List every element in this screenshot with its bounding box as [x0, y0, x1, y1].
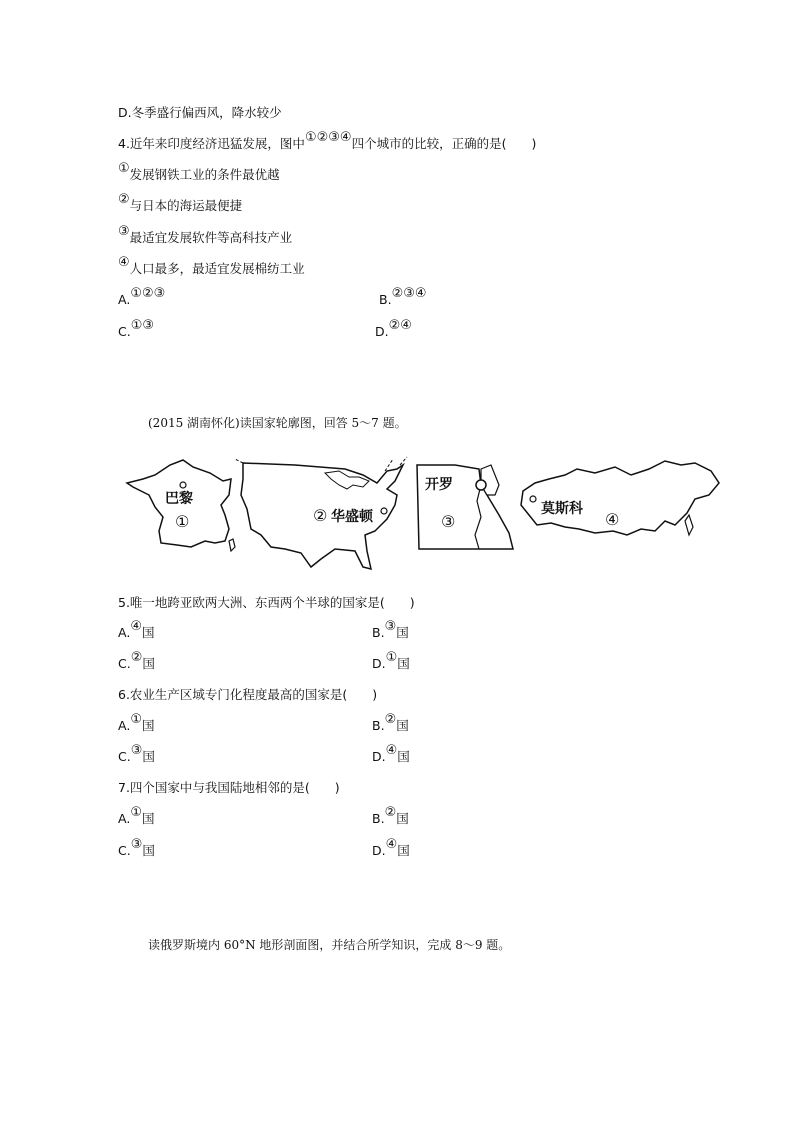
q4-item-2: [118, 192, 243, 216]
q6-option-d-suffix: 国: [397, 749, 410, 764]
cairo-marker: [476, 480, 486, 490]
paris-label: 巴黎: [165, 491, 193, 507]
q4-option-b-letter: B.: [379, 292, 392, 307]
intro-questions-8-9: 读俄罗斯境内 60°N 地形剖面图，并结合所学知识，完成 8～9 题。: [148, 938, 511, 952]
q4-item-4-circle: ④: [118, 255, 130, 270]
q4-item-3-circle: ③: [118, 224, 130, 239]
washington-marker: [381, 508, 387, 514]
q7-option-b[interactable]: [372, 805, 409, 829]
q7-option-c-letter: C.: [118, 843, 131, 858]
corsica-outline: [229, 539, 235, 551]
q5-stem: 5.唯一地跨亚欧两大洲、东西两个半球的国家是( ): [118, 595, 415, 610]
q7-option-b-circle: ②: [384, 805, 397, 820]
q4-option-b-circles: ②③④: [391, 286, 427, 301]
q6-option-c-suffix: 国: [142, 749, 155, 764]
france-number: ①: [175, 512, 190, 531]
q7-option-b-suffix: 国: [396, 811, 409, 826]
q6-option-c-circle: ③: [130, 743, 143, 758]
q5-option-d-letter: D.: [372, 656, 386, 671]
q4-option-a-circles: ①②③: [130, 286, 166, 301]
q5-option-b-suffix: 国: [396, 625, 409, 640]
q4-item-1: [118, 161, 280, 185]
q4-item-1-text: 发展钢铁工业的条件最优越: [129, 167, 280, 182]
paris-marker: [180, 482, 186, 488]
q5-option-d[interactable]: [372, 650, 410, 674]
q4-item-4: [118, 255, 305, 279]
q4-item-2-text: 与日本的海运最便捷: [129, 198, 243, 213]
q7-option-d-suffix: 国: [397, 843, 410, 858]
q5-option-a-letter: A.: [118, 625, 131, 640]
q6-option-d-circle: ④: [385, 743, 398, 758]
q6-option-d[interactable]: [372, 743, 410, 767]
q5-option-a[interactable]: [118, 619, 155, 643]
egypt-number: ③: [441, 512, 456, 531]
q6-option-b-suffix: 国: [396, 718, 409, 733]
q6-stem: 6.农业生产区域专门化程度最高的国家是( ): [118, 687, 378, 702]
cairo-label: 开罗: [425, 477, 453, 493]
q5-option-c[interactable]: [118, 650, 155, 674]
q4-stem-suffix: 四个城市的比较，正确的是( ): [351, 136, 537, 151]
russia-map: [521, 461, 719, 535]
q7-option-d-letter: D.: [372, 843, 386, 858]
q7-option-b-letter: B.: [372, 811, 385, 826]
q7-option-d[interactable]: [372, 837, 410, 861]
q7-option-c-suffix: 国: [142, 843, 155, 858]
q4-option-d[interactable]: [375, 318, 412, 342]
q4-option-a[interactable]: [118, 286, 166, 310]
q7-option-a[interactable]: [118, 805, 155, 829]
q4-stem-circles: ①②③④: [304, 130, 352, 145]
q7-option-c-circle: ③: [130, 837, 143, 852]
q4-item-3: [118, 224, 293, 248]
q5-option-a-suffix: 国: [141, 625, 155, 640]
q4-item-2-circle: ②: [118, 192, 130, 207]
russia-number: ④: [605, 510, 620, 529]
country-outline-maps: [125, 455, 725, 580]
q6-option-a[interactable]: [118, 712, 155, 736]
q4-stem: [118, 130, 537, 154]
usa-number: ②: [313, 506, 328, 525]
q4-option-c-circles: ①③: [130, 318, 155, 333]
q5-option-c-suffix: 国: [142, 656, 155, 671]
q4-stem-prefix: 4.近年来印度经济迅猛发展，图中: [118, 136, 305, 151]
q6-option-a-circle: ①: [130, 712, 142, 727]
q4-option-a-letter: A.: [118, 292, 131, 307]
washington-label: 华盛顿: [331, 509, 373, 525]
moscow-label: 莫斯科: [541, 501, 583, 517]
intro-questions-5-7: (2015 湖南怀化)读国家轮廓图，回答 5～7 题。: [148, 416, 407, 430]
sakhalin-outline: [685, 515, 693, 535]
q5-option-d-circle: ①: [385, 650, 398, 665]
usa-map: [235, 457, 407, 569]
q6-option-b[interactable]: [372, 712, 409, 736]
q6-option-d-letter: D.: [372, 749, 386, 764]
q7-option-a-suffix: 国: [141, 811, 155, 826]
q4-item-4-text: 人口最多，最适宜发展棉纺工业: [129, 261, 305, 276]
q4-option-d-circles: ②④: [388, 318, 412, 333]
q7-stem: 7.四个国家中与我国陆地相邻的是( ): [118, 780, 340, 795]
q4-option-b[interactable]: [379, 286, 427, 310]
q6-option-a-letter: A.: [118, 718, 131, 733]
q7-option-c[interactable]: [118, 837, 155, 861]
moscow-marker: [530, 496, 536, 502]
q4-item-1-circle: ①: [118, 161, 130, 176]
q3-option-d: D.冬季盛行偏西风，降水较少: [118, 105, 282, 120]
q5-option-b[interactable]: [372, 619, 409, 643]
q5-option-c-circle: ②: [130, 650, 143, 665]
q5-option-a-circle: ④: [130, 619, 142, 634]
q7-option-a-letter: A.: [118, 811, 131, 826]
q6-option-a-suffix: 国: [141, 718, 155, 733]
q5-option-d-suffix: 国: [397, 656, 410, 671]
q4-option-c[interactable]: [118, 318, 155, 342]
q6-option-c-letter: C.: [118, 749, 131, 764]
q6-option-b-circle: ②: [384, 712, 397, 727]
q6-option-c[interactable]: [118, 743, 155, 767]
q7-option-d-circle: ④: [385, 837, 398, 852]
q4-option-d-letter: D.: [375, 324, 389, 339]
q5-option-c-letter: C.: [118, 656, 131, 671]
q7-option-a-circle: ①: [130, 805, 142, 820]
q5-option-b-letter: B.: [372, 625, 385, 640]
q6-option-b-letter: B.: [372, 718, 385, 733]
france-map: [127, 460, 235, 551]
q4-option-c-letter: C.: [118, 324, 131, 339]
q4-item-3-text: 最适宜发展软件等高科技产业: [129, 230, 293, 245]
egypt-map: [417, 465, 513, 549]
q5-option-b-circle: ③: [384, 619, 397, 634]
